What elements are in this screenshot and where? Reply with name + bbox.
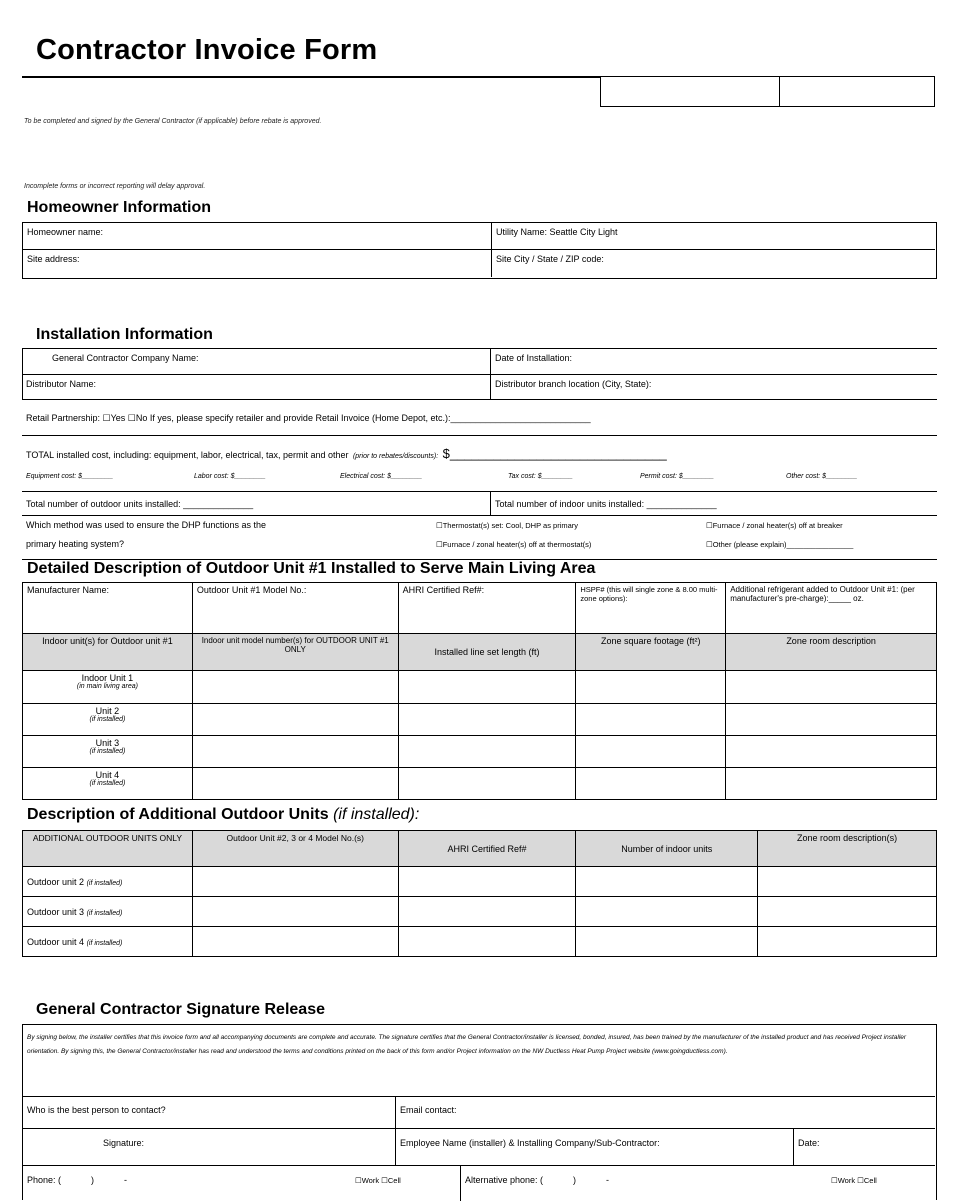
alt-phone-type-options[interactable]: ☐Work ☐Cell [831, 1176, 877, 1185]
homeowner-heading: Homeowner Information [27, 199, 212, 216]
col-zone-sqft: Zone square footage (ft²) [576, 634, 726, 671]
cell-input[interactable] [726, 736, 937, 768]
phone-field[interactable]: Phone: ( ) - [27, 1175, 128, 1185]
col-additional-units: ADDITIONAL OUTDOOR UNITS ONLY [23, 831, 193, 867]
row-divider [22, 491, 937, 492]
row-divider [23, 1165, 935, 1166]
row-divider [22, 435, 937, 436]
row-label-main: Indoor Unit 1 [81, 673, 134, 683]
contact-person-field[interactable]: Who is the best person to contact? [27, 1105, 166, 1115]
row-label [23, 768, 193, 800]
incomplete-note: Incomplete forms or incorrect reporting will delay approval. [24, 183, 206, 190]
col-model-nos: Outdoor Unit #2, 3 or 4 Model No.(s) [192, 831, 398, 867]
col-divider [22, 349, 23, 399]
signature-heading: General Contractor Signature Release [36, 1001, 325, 1018]
row-label [23, 736, 193, 768]
col-indoor-model: Indoor unit model number(s) for OUTDOOR UNIT #1 ONLY [192, 634, 398, 671]
cell-input[interactable] [726, 704, 937, 736]
row-divider [22, 399, 937, 400]
utility-name-field[interactable]: Utility Name: Seattle City Light [496, 227, 618, 237]
cell-input[interactable] [192, 736, 398, 768]
table-row [23, 927, 937, 957]
col-zone-desc: Zone room description(s) [758, 831, 937, 867]
cell-input[interactable] [576, 768, 726, 800]
row-divider [22, 515, 937, 516]
indoor-units-count-field[interactable]: Total number of indoor units installed: ______________ [495, 499, 717, 509]
col-line-set: Installed line set length (ft) [398, 634, 576, 671]
cell-input[interactable] [576, 927, 758, 957]
row-divider [23, 1096, 935, 1097]
col-divider [793, 1128, 794, 1165]
gc-company-field[interactable]: General Contractor Company Name: [52, 353, 199, 363]
method-option-breaker[interactable]: ☐Furnace / zonal heater(s) off at breaker [706, 521, 843, 530]
other-cost-field[interactable]: Other cost: $________ [786, 473, 858, 480]
cell-input[interactable] [192, 671, 398, 704]
col-divider [490, 491, 491, 515]
signature-section [22, 1024, 937, 1200]
title-rule [22, 76, 600, 78]
row-label [23, 897, 193, 927]
additional-heading-em: (if installed): [333, 806, 420, 823]
total-cost-label: TOTAL installed cost, including: equipment, labor, electrical, tax, permit and other [26, 450, 349, 460]
row-divider [23, 1128, 935, 1129]
site-city-field[interactable]: Site City / State / ZIP code: [496, 254, 604, 264]
row-label-sub: (if installed) [89, 716, 126, 723]
office-use-box-1[interactable] [600, 76, 780, 107]
equipment-cost-field[interactable]: Equipment cost: $________ [26, 473, 114, 480]
date-field[interactable]: Date: [798, 1138, 820, 1148]
homeowner-name-field[interactable]: Homeowner name: [27, 227, 104, 237]
installation-heading: Installation Information [36, 326, 213, 343]
distributor-name-field[interactable]: Distributor Name: [26, 379, 97, 389]
row-label-main: Unit 2 [95, 706, 120, 716]
homeowner-table [22, 222, 937, 279]
cell-input[interactable] [576, 671, 726, 704]
cell-input[interactable] [398, 736, 576, 768]
cell-input[interactable] [192, 897, 398, 927]
table-row [23, 736, 937, 768]
hspf-field[interactable]: HSPF# (this will single zone & 8.00 multi-zone options): [576, 583, 726, 634]
col-indoor-units: Indoor unit(s) for Outdoor unit #1 [23, 634, 193, 671]
retail-partnership-field[interactable]: Retail Partnership: ☐Yes ☐No If yes, please specify retailer and provide Retail Invoice (Home Depot, etc.):____________________________ [26, 413, 591, 423]
manufacturer-field[interactable]: Manufacturer Name: [23, 583, 193, 634]
row-label-main: Unit 3 [95, 738, 120, 748]
cell-input[interactable] [192, 867, 398, 897]
row-label [23, 671, 193, 704]
method-question-line1: Which method was used to ensure the DHP functions as the [26, 520, 266, 530]
employee-name-field[interactable]: Employee Name (installer) & Installing Company/Sub-Contractor: [400, 1138, 660, 1148]
cell-input[interactable] [758, 897, 937, 927]
row-label [23, 704, 193, 736]
cell-input[interactable] [192, 768, 398, 800]
col-divider [491, 223, 492, 277]
install-date-field[interactable]: Date of Installation: [495, 353, 573, 363]
row-label-sub: (if installed) [89, 748, 126, 755]
outdoor-units-count-field[interactable]: Total number of outdoor units installed: ______________ [26, 499, 254, 509]
row-label-sub: (if installed) [89, 780, 126, 787]
additional-heading-text: Description of Additional Outdoor Units [27, 806, 334, 823]
cell-input[interactable] [398, 927, 576, 957]
total-cost-note: (prior to rebates/discounts): [352, 453, 439, 460]
additional-units-table [22, 830, 937, 957]
cell-input[interactable] [576, 736, 726, 768]
cell-input[interactable] [726, 768, 937, 800]
table-row [23, 671, 937, 704]
cell-input[interactable] [398, 867, 576, 897]
installation-section [22, 348, 937, 560]
office-use-box-2[interactable] [779, 76, 935, 107]
additional-col-header-row [23, 831, 937, 867]
table-row [23, 867, 937, 897]
row-label-sub: (if installed) [86, 909, 123, 917]
tax-cost-field[interactable]: Tax cost: $________ [508, 473, 573, 480]
cell-input[interactable] [398, 704, 576, 736]
row-label [23, 927, 193, 957]
alt-phone-field[interactable]: Alternative phone: ( ) - [465, 1175, 610, 1185]
row-label-sub: (in main living area) [76, 683, 138, 690]
cell-input[interactable] [192, 704, 398, 736]
unit1-table [22, 582, 937, 800]
row-label-main: Outdoor unit 4 [27, 936, 85, 947]
labor-cost-field[interactable]: Labor cost: $________ [194, 473, 266, 480]
row-label-main: Outdoor unit 3 [27, 906, 85, 917]
row-divider [23, 249, 935, 250]
cell-input[interactable] [576, 867, 758, 897]
permit-cost-field[interactable]: Permit cost: $________ [640, 473, 714, 480]
row-label-sub: (if installed) [86, 879, 123, 887]
ahri-field[interactable]: AHRI Certified Ref#: [398, 583, 576, 634]
row-label-sub: (if installed) [86, 939, 123, 947]
refrigerant-field[interactable]: Additional refrigerant added to Outdoor Unit #1: (per manufacturer's pre-charge):_____ oz. [726, 583, 937, 634]
total-cost-field[interactable] [26, 445, 667, 463]
table-row [23, 897, 937, 927]
table-row [23, 704, 937, 736]
method-option-furnace-thermostat[interactable]: ☐Furnace / zonal heater(s) off at thermostat(s) [436, 540, 592, 549]
method-option-thermostat[interactable]: ☐Thermostat(s) set: Cool, DHP as primary [436, 521, 579, 530]
row-divider [22, 374, 937, 375]
electrical-cost-field[interactable]: Electrical cost: $________ [340, 473, 423, 480]
top-note: To be completed and signed by the General Contractor (if applicable) before rebate is approved. [24, 118, 322, 125]
row-label-main: Unit 4 [95, 770, 120, 780]
cell-input[interactable] [726, 671, 937, 704]
method-option-other[interactable]: ☐Other (please explain)________________ [706, 540, 854, 549]
col-ahri: AHRI Certified Ref# [398, 831, 576, 867]
col-indoor-count: Number of indoor units [576, 831, 758, 867]
cell-input[interactable] [758, 867, 937, 897]
cell-input[interactable] [192, 927, 398, 957]
method-question-line2: primary heating system? [26, 539, 125, 549]
model-field[interactable]: Outdoor Unit #1 Model No.: [192, 583, 398, 634]
total-cost-dollar: $______________________________ [442, 446, 667, 461]
table-row [23, 768, 937, 800]
distributor-branch-field[interactable]: Distributor branch location (City, State): [495, 379, 652, 389]
col-divider [460, 1165, 461, 1201]
unit1-heading: Detailed Description of Outdoor Unit #1 Installed to Serve Main Living Area [27, 560, 596, 577]
col-divider [490, 349, 491, 399]
additional-heading [27, 806, 419, 824]
phone-type-options[interactable]: ☐Work ☐Cell [355, 1176, 401, 1185]
email-contact-field[interactable]: Email contact: [400, 1105, 457, 1115]
signature-field[interactable]: Signature: [103, 1138, 145, 1148]
release-text: By signing below, the installer certifies that this invoice form and all accompanying documents are complete and accurate. The signature certifies that the General Contractor/installer is licensed, bonded, insured, has been trained by the manufacturer of the installed product and has received Project installer orientation. By signing this, the General Contractor/installer has read and understood the terms and conditions printed on the back of this form and/or Project information on the NW Ductless Heat Pump Project website (www.goingductless.com). [27, 1034, 907, 1055]
cell-input[interactable] [398, 671, 576, 704]
cell-input[interactable] [576, 897, 758, 927]
cell-input[interactable] [398, 768, 576, 800]
unit1-head-row [23, 583, 937, 634]
page-title: Contractor Invoice Form [36, 34, 378, 66]
cell-input[interactable] [758, 927, 937, 957]
col-divider [395, 1096, 396, 1165]
site-address-field[interactable]: Site address: [27, 254, 80, 264]
row-label [23, 867, 193, 897]
cell-input[interactable] [398, 897, 576, 927]
cell-input[interactable] [576, 704, 726, 736]
col-zone-desc: Zone room description [726, 634, 937, 671]
row-label-main: Outdoor unit 2 [27, 876, 85, 887]
unit1-col-header-row [23, 634, 937, 671]
